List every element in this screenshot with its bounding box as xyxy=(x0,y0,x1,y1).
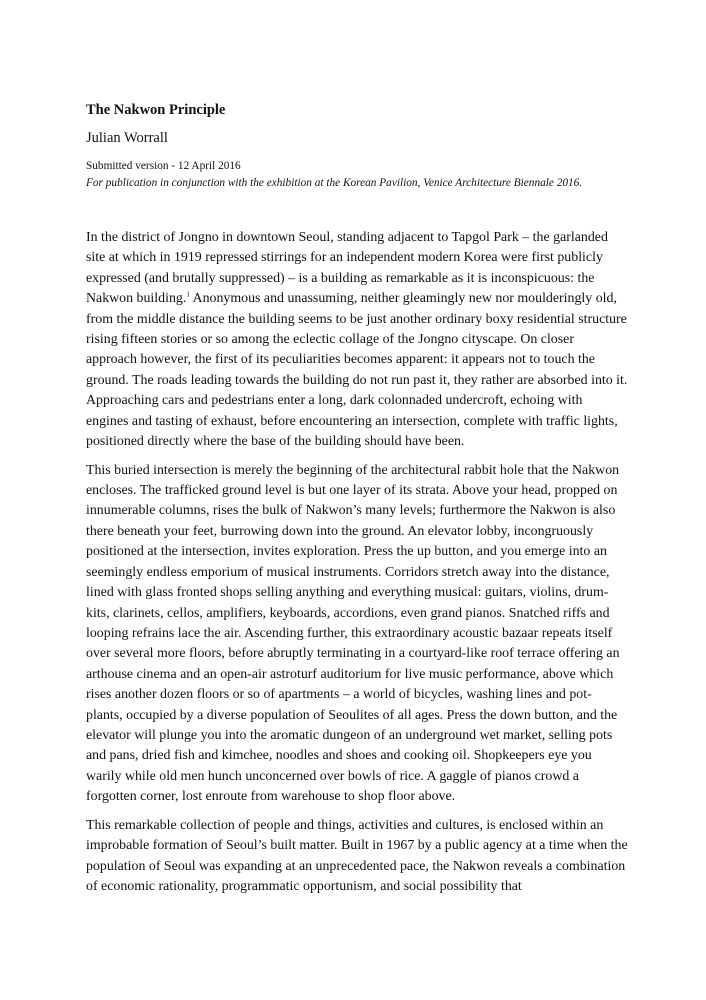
footnote-marker[interactable]: 1 xyxy=(186,290,190,299)
document-body xyxy=(86,228,628,906)
body-paragraph-3: This remarkable collection of people and things, activities and cultures, is enclosed within an improbable formation of Seoul’s built matter. Built in 1967 by a public agency at a time when the population of Seoul was expanding at an unprecedented pace, the Nakwon reveals a combination of economic rationality, programmatic opportunism, and social possibility that xyxy=(86,817,628,894)
body-paragraph-2: This buried intersection is merely the beginning of the architectural rabbit hole that the Nakwon encloses. The trafficked ground level is but one layer of its strata. Above your head, propped on innumerable columns, rises the bulk of Nakwon’s many levels; furthermore the Nakwon is also there beneath your feet, burrowing down into the ground. An elevator lobby, incongruously positioned at the intersection, invites exploration. Press the up button, and you emerge into an seemingly endless emporium of musical instruments. Corridors stretch away into the distance, lined with glass fronted shops selling anything and everything musical: guitars, violins, drum-kits, clarinets, cellos, amplifiers, keyboards, accordions, even grand pianos. Snatched riffs and looping refrains lace the air. Ascending further, this extraordinary acoustic bazaar repeats itself over several more floors, before abruptly terminating in a courtyard-like roof terrace offering an arthouse cinema and an open-air astroturf auditorium for live music performance, above which rises another dozen floors or so of apartments – a world of bicycles, washing lines and pot-plants, occupied by a diverse population of Seoulites of all ages. Press the down button, and the elevator will plunge you into the aromatic dungeon of an underground wet market, selling pots and pans, dried fish and kimchee, noodles and shoes and cooking oil. Shopkeepers eye you warily while old men hunch unconcerned over bowls of rice. A gaggle of pianos crowd a forgotten corner, lost enroute from warehouse to shop floor above. xyxy=(86,462,620,805)
publication-note: For publication in conjunction with the exhibition at the Korean Pavilion, Venice Architecture Biennale 2016. xyxy=(86,177,583,189)
document-header xyxy=(86,101,646,191)
submission-note: Submitted version - 12 April 2016 xyxy=(86,160,241,172)
author-name: Julian Worrall xyxy=(86,130,168,146)
paragraph-1-text-start: In the district of Jongno in downtown Seoul, standing adjacent to Tapgol Park – the garlanded site at which in 1919 repressed stirrings for an independent modern Korea were first publicly expressed (and brutally suppressed) – is a building as remarkable as it is inconspicuous: the Nakwon building. xyxy=(86,230,608,307)
document-title: The Nakwon Principle xyxy=(86,102,226,118)
body-paragraph-1 xyxy=(86,228,628,452)
paragraph-1-text-end: Anonymous and unassuming, neither gleamingly new nor moulderingly old, from the middle distance the building seems to be just another ordinary boxy residential structure rising fifteen stories or so among the eclectic collage of the Jongno cityscape. On closer approach however, the first of its peculiarities becomes apparent: it appears not to touch the ground. The roads leading towards the building do not run past it, they rather are absorbed into it. Approaching cars and pedestrians enter a long, dark colonnaded undercroft, echoing with engines and tasting of exhaust, before encountering an intersection, complete with traffic lights, positioned directly where the base of the building should have been. xyxy=(86,291,628,450)
